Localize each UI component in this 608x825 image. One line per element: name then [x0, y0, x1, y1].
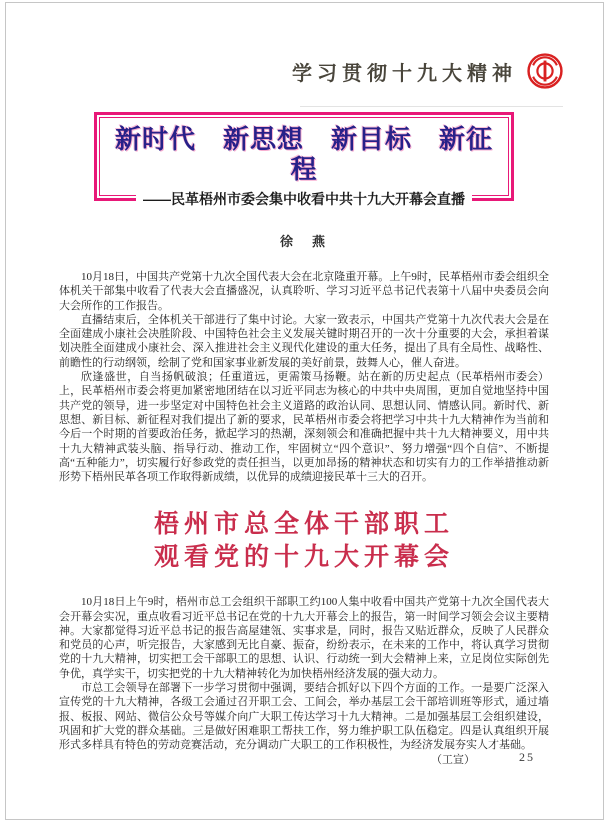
union-emblem-icon [526, 52, 564, 90]
article2-attribution: （工宣） [431, 754, 475, 767]
paragraph: 市总工会领导在部署下一步学习贯彻中强调，要结合抓好以下四个方面的工作。一是要广泛深入宣传党的十九大精神，各级工会通过召开职工会、工间会，举办基层工会干部培训班等形式，通过墙报、板报、网站、微信公众号等媒介向广大职工传达学习十九大精神。二是加强基层工会组织建设，巩固和扩大党的群众基础。三是做好困难职工帮扶工作，努力维护职工队伍稳定。四是认真组织开展形式多样具有特色的劳动竞赛活动，充分调动广大职工的工作积极性，为经济发展夯实人才基础。 [59, 681, 549, 752]
article2-title [59, 508, 549, 574]
article2-title-line2: 观看党的十九大开幕会 [153, 543, 454, 572]
paragraph-text: 欣逢盛世，自当扬帆破浪；任重道远，更需策马扬鞭。站在新的历史起点上，民革梧州市委会将更加紧密地团结在以习近平同志为核心的中共中央周围，更加自觉地坚持中国共产党的领导，进一步坚定对中国特色社会主义道路的政治认同、思想认同、情感认同。新时代、新思想、新目标、新征程对我们提出了新的要求，民革梧州市委会将把学习中共十九大精神作为当前和今后一个时期的首要政治任务，掀起学习的热潮，深刻领会和准确把握中共十九大精神要义，用中共十九大精神武装头脑、指导行动、推动工作，牢固树立“四个意识”、努力增强“四个自信”、不断提高“五种能力”，切实履行好参政党的责任担当，以更加昂扬的精神状态和切实有力的工作举措推动新形势下梧州民革各项工作取得新成绩，以优异的成绩迎接民革十三大的召开。 [59, 371, 549, 484]
paragraph: 直播结束后，全体机关干部进行了集中讨论。大家一致表示，中国共产党第十九次代表大会是在全面建成小康社会决胜阶段、中国特色社会主义发展关键时期召开的一次十分重要的大会，承担着谋划决胜全面建成小康社会、深入推进社会主义现代化建设的重大任务，提出了具有全局性、战略性、前瞻性的行动纲领，绘制了党和国家事业新发展的美好前景，鼓舞人心，催人奋进。 [59, 313, 549, 369]
article1-title: 新时代 新思想 新目标 新征程 [114, 124, 493, 184]
paragraph: 10月18日上午9时，梧州市总工会组织干部职工约100人集中收看中国共产党第十九次全国代表大会开幕会实况，重点收看习近平总书记在党的十九大开幕会上的报告，第一时间学习领会会议主要精神。大家都觉得习近平总书记的报告高屋建瓴、实事求是，同时，报告又贴近群众，反映了人民群众和党员的心声，听完报告，大家感到无比自豪、振奋，纷纷表示，在未来的工作中，将认真学习贯彻党的十九大精神，切实把工会干部职工的思想、认识、行动统一到大会精神上来，立足岗位实际创先争优，真学实干，切实把党的十九大精神转化为加快梧州经济发展的强大动力。 [59, 596, 549, 680]
header-divider [300, 106, 563, 107]
article1-author: 徐 燕 [279, 234, 328, 249]
page-number: 25 [519, 750, 535, 764]
header-slogan: 学习贯彻十九大精神 [292, 62, 517, 85]
page-content [59, 112, 549, 768]
article1-body [59, 270, 549, 484]
article1-subtitle: ——民革梧州市委会集中收看中共十九大开幕会直播 [136, 189, 472, 209]
article1-attribution: （民革梧州市委会） [450, 371, 549, 384]
paragraph [59, 370, 549, 484]
page-header [292, 52, 564, 90]
paragraph: 10月18日，中国共产党第十九次全国代表大会在北京隆重开幕。上午9时，民革梧州市委会组织全体机关干部集中收看了代表大会直播盛况，认真聆听、学习习近平总书记代表第十八届中央委员会向大会所作的工作报告。 [59, 271, 549, 312]
article2-body [59, 595, 549, 768]
article2-title-line1: 梧州市总全体干部职工 [153, 510, 454, 539]
article1-title-box [94, 112, 514, 207]
